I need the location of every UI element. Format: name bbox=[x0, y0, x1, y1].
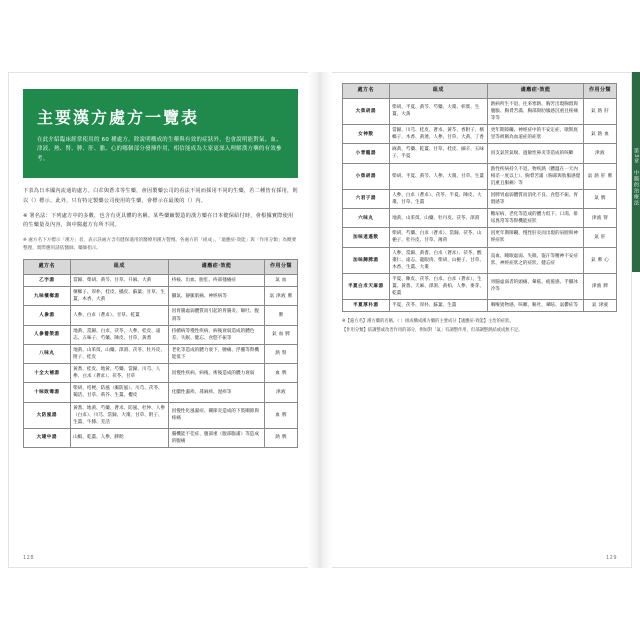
table-row bbox=[24, 275, 298, 287]
cell-classification: 血 脾 bbox=[265, 364, 298, 383]
book-gutter bbox=[308, 72, 332, 568]
cell-formula-name: 大防風湯 bbox=[24, 402, 71, 428]
cell-formula-name: 加味逍遙散 bbox=[343, 228, 390, 247]
cell-classification: 津液 bbox=[584, 144, 617, 163]
left-formula-table bbox=[23, 259, 298, 448]
cell-formula-name: 八味丸 bbox=[24, 344, 71, 363]
cell-formula-name: 九味檳榔湯 bbox=[24, 287, 71, 306]
cell-formula-name: 人參養榮湯 bbox=[24, 325, 71, 344]
cell-indication: 腳氣、靜脈肌痛、神經病等 bbox=[169, 287, 265, 306]
table-row bbox=[343, 300, 617, 312]
cell-classification: 氣 血 脾 bbox=[265, 325, 298, 344]
cell-indication: 咽喉異物感、咳嗽、嘔吐、暈眩、氣鬱症等 bbox=[488, 300, 584, 312]
table-row bbox=[343, 144, 617, 163]
table-row bbox=[24, 344, 298, 363]
cell-composition: 黃耆、地黃、芍藥、蒼朮、防風、杜仲、人參（白朮）、川芎、當歸、大棗、甘草、附子、生薑、牛膝、羌活 bbox=[70, 402, 169, 428]
cell-classification: 脾 bbox=[265, 306, 298, 325]
table-row bbox=[24, 428, 298, 447]
cell-composition: 人參、白朮（蒼朮）、甘草、乾薑 bbox=[70, 306, 169, 325]
cell-classification: 氣 津液 脾 bbox=[265, 287, 298, 306]
th-composition: 組成 bbox=[70, 260, 169, 275]
cell-composition: 山椒、乾薑、人參、膠飴 bbox=[70, 428, 169, 447]
cell-composition: 當歸、川芎、桂皮、蒼朮、黃芩、香附子、檳榔子、木香、黃連、人參、甘草、大黃、丁香 bbox=[389, 125, 488, 144]
cell-composition: 麻黃、芍藥、乾薑、甘草、桂皮、細辛、五味子、半夏 bbox=[389, 144, 488, 163]
cell-formula-name: 大柴胡湯 bbox=[343, 98, 390, 124]
cell-formula-name: 六君子湯 bbox=[343, 189, 390, 208]
cell-formula-name: 十味敗毒湯 bbox=[24, 383, 71, 402]
title-lede: 在此介紹臨床經常使用的 60 種處方。除說明構成的生藥與有效的症狀外，也會說明能對氣、血、津液、熱、腎、脾、肝、膽、心的哪個部分發揮作用，相信能成為大家更深入理解漢方藥的有效參考。 bbox=[37, 137, 282, 162]
cell-indication: 因更年期障礙、慢性肝炎而出現的肩膀與神經症狀 bbox=[488, 228, 584, 247]
cell-composition: 柴胡、半夏、黃芩、人參、大棗、甘草、生薑 bbox=[389, 163, 488, 189]
left-table-body bbox=[24, 275, 298, 448]
cell-indication: 熱病所生不退、往來寒熱、胸苦出現胸悶與腹脹、胸脅苦滿、胸部與肋脹感沉重且疼痛等等 bbox=[488, 98, 584, 124]
cell-indication: 腸機能不佳症、腹部重（腹部膨滿）等造成的腹痛 bbox=[169, 428, 265, 447]
cell-indication: 因脾胃虛弱體質而消化不良、食慾不振、胃悶感等 bbox=[488, 189, 584, 208]
cell-classification: 津液 腎 bbox=[584, 209, 617, 228]
table-header-row bbox=[343, 84, 617, 99]
table-row bbox=[24, 383, 298, 402]
cell-indication: 糖尿病、老化等造成的體力低下、口渴、排尿異常等等腎機能症狀 bbox=[488, 209, 584, 228]
table-row bbox=[343, 163, 617, 189]
page-number-right: 129 bbox=[605, 555, 617, 561]
cell-composition: 當歸、柴胡、黃芩、甘草、升麻、大黃 bbox=[70, 275, 169, 287]
cell-classification: 熱 脾 bbox=[265, 428, 298, 447]
cell-classification: 氣 脾 心 bbox=[584, 247, 617, 273]
th-indication: 適應症‧效能 bbox=[488, 84, 584, 99]
table-row bbox=[343, 125, 617, 144]
table-row bbox=[343, 247, 617, 273]
page-title: 主要漢方處方一覽表 bbox=[37, 108, 200, 127]
cell-classification: 血 脾 bbox=[265, 402, 298, 428]
cell-classification: 津液 脾 bbox=[584, 273, 617, 299]
cell-formula-name: 人參湯 bbox=[24, 306, 71, 325]
cell-indication: 持續病等慢性疾病、病後衰弱造成的體色差、失眠、健忘、食慾不振等 bbox=[169, 325, 265, 344]
th-classification: 作用分類 bbox=[584, 84, 617, 99]
cell-classification: 氣 熱 肝 脾 bbox=[584, 163, 617, 189]
table-row bbox=[24, 325, 298, 344]
right-footnotes bbox=[342, 318, 617, 334]
table-row bbox=[343, 189, 617, 208]
intro-paragraph-2: ※ 署名法：下列處方中的多數，也含有更具體的名稱。某些藥廠製造的漢方藥在日本健保給付時，會根據實際使用的生藥量及內容，與中醫處方有所不同。 bbox=[23, 213, 294, 229]
chapter-thumb-tab: 第3章 中醫的治療法 bbox=[632, 72, 640, 272]
cell-indication: 因胃腸虛弱體質而引起的胃腸炎、嘔吐、腹瀉等 bbox=[169, 306, 265, 325]
cell-composition: 地黃、山茱萸、山藥、牡丹皮、茯苓、澤瀉 bbox=[389, 209, 488, 228]
intro-paragraph-1: 下表為日本國內流通的處方。白朮與蒼朮等生藥，會因製藥公司的看法不同而採用不同的生藥，若二種皆有採用，則以（）標示。此外，只有特定製藥公司使用的生藥，會標示在最後的（）內。 bbox=[23, 188, 298, 204]
footnote-2: 【作用分類】依調整或改善作用的部分，例如對「氣」有調整作用，但部調整熱結或成無不足。 bbox=[342, 327, 523, 333]
cell-formula-name: 半夏厚朴湯 bbox=[343, 300, 390, 312]
cell-formula-name: 半夏白朮天麻湯 bbox=[343, 273, 390, 299]
cell-classification: 熱 腎 bbox=[265, 344, 298, 363]
cell-formula-name: 小青龍湯 bbox=[343, 144, 390, 163]
cell-composition: 地黃、山茱萸、山藥、澤瀉、茯苓、牡丹皮、附子、桂皮 bbox=[70, 344, 169, 363]
table-row bbox=[343, 228, 617, 247]
cell-indication: 因慢性疾病、病後、術後造成的體力衰弱 bbox=[169, 364, 265, 383]
table-row bbox=[24, 402, 298, 428]
page-number-left: 128 bbox=[23, 555, 35, 561]
cell-classification: 氣 津液 bbox=[584, 300, 617, 312]
cell-composition: 地黃、當歸、白朮、茯苓、人參、桂皮、遠志、五味子、芍藥、陳皮、甘草、黃耆 bbox=[70, 325, 169, 344]
cell-formula-name: 大建中湯 bbox=[24, 428, 71, 447]
right-table-body bbox=[343, 98, 617, 312]
cell-classification: 氣 血 bbox=[265, 275, 298, 287]
cell-classification: 津液 bbox=[265, 383, 298, 402]
cell-formula-name: 十全大補湯 bbox=[24, 364, 71, 383]
table-row bbox=[343, 98, 617, 124]
cell-indication: 化膿性濕疹、蕁麻疹、溼疹等 bbox=[169, 383, 265, 402]
th-classification: 作用分類 bbox=[265, 260, 298, 275]
cell-formula-name: 女神散 bbox=[343, 125, 390, 144]
cell-classification: 氣 熱 血 bbox=[584, 125, 617, 144]
cell-indication: 熱性疾病持久不退、物疾熱（體溫在一天內相差一度以上）、胸脅苦滿（胸部與肋脹感覺沉重且脹痛）等 bbox=[488, 163, 584, 189]
right-page bbox=[332, 72, 632, 568]
footnote-1: ※【處方名】漢方藥的名稱。（ ）組成構成漢方藥的主要成分【適應症‧效能】主治的症狀。 bbox=[342, 319, 514, 325]
cell-indication: 老化等造成的體力衰下、腰痛、浮腫等腎機能低下 bbox=[169, 344, 265, 363]
cell-indication: 更年期障礙、神經症中的不安定症、歇斯底里等被稱為血道症的症狀 bbox=[488, 125, 584, 144]
table-row bbox=[343, 273, 617, 299]
cell-formula-name: 加味歸脾湯 bbox=[343, 247, 390, 273]
cell-composition: 柴胡、半夏、黃芩、芍藥、大棗、枳實、生薑、大黃 bbox=[389, 98, 488, 124]
left-note: ※ 處方名下方標示「漢方」者，表示該處方含有健保適用的醫療用漢方製劑。各處方的「組成」、「適應症‧效能」與「作用分類」為概要整理，實際應用請依醫師、藥師指示。 bbox=[23, 237, 297, 251]
cell-indication: 因慢性化風濕症、關節炎造成的下肢關節與疼痛 bbox=[169, 402, 265, 428]
cell-indication: 痔核、出血、脫肛、痔部搔癢症 bbox=[169, 275, 265, 287]
table-row bbox=[24, 306, 298, 325]
th-composition: 組成 bbox=[389, 84, 488, 99]
th-name: 處方名 bbox=[24, 260, 71, 275]
th-indication: 適應症‧效能 bbox=[169, 260, 265, 275]
cell-composition: 檳榔子、厚朴、桂皮、橘皮、蘇葉、甘草、生薑、木香、大黃 bbox=[70, 287, 169, 306]
table-header-row bbox=[24, 260, 298, 275]
cell-classification: 氣 脾 bbox=[584, 189, 617, 208]
cell-formula-name: 小柴胡湯 bbox=[343, 163, 390, 189]
cell-classification: 氣 熱 肝 bbox=[584, 98, 617, 124]
cell-composition: 半夏、陳皮、茯苓、白朮、白朮（蒼朮）、生薑、黃耆、天麻、澤瀉、黃柏、人參、麥芽、乾薑 bbox=[389, 273, 488, 299]
section-title-band bbox=[23, 89, 298, 178]
left-page bbox=[8, 72, 308, 568]
cell-composition: 柴胡、芍藥、白朮（蒼朮）、當歸、茯苓、山梔子、牡丹皮、甘草、薄荷 bbox=[389, 228, 488, 247]
cell-formula-name: 乙字湯 bbox=[24, 275, 71, 287]
cell-composition: 半夏、茯苓、厚朴、蘇葉、生薑 bbox=[389, 300, 488, 312]
cell-composition: 柴胡、桔梗、防風（濁防風）、川芎、茯苓、獨活、甘草、荊芥、生薑、櫻皮 bbox=[70, 383, 169, 402]
cell-indication: 胃腸虛弱者的頭痛、暈眩、疲倦感、手腳冰冷等 bbox=[488, 273, 584, 299]
cell-indication: 貧血、睡眠虛弱、失眠、盜汗等精神不安症狀、神經症狀之的症狀、健忘症 bbox=[488, 247, 584, 273]
intro-block bbox=[23, 187, 298, 230]
cell-formula-name: 六味丸 bbox=[343, 209, 390, 228]
cell-indication: 因支氣管氣喘、過敏性鼻炎等造成的咳嗽 bbox=[488, 144, 584, 163]
cell-classification: 氣 肝 bbox=[584, 228, 617, 247]
cell-composition: 人參、白朮（蒼朮）、茯苓、半夏、陳皮、大棗、甘草、生薑 bbox=[389, 189, 488, 208]
cell-composition: 人參、當歸、黃耆、白朮（蒼朮）、茯苓、酸棗仁、遠志、龍眼肉、柴胡、山梔子、甘草、木香、生薑、大棗 bbox=[389, 247, 488, 273]
table-row bbox=[24, 364, 298, 383]
th-name: 處方名 bbox=[343, 84, 390, 99]
table-row bbox=[24, 287, 298, 306]
table-row bbox=[343, 209, 617, 228]
right-formula-table bbox=[342, 83, 617, 312]
cell-composition: 黃耆、桂皮、地黃、芍藥、當歸、川芎、人參、白朮（蒼朮）、茯苓、甘草 bbox=[70, 364, 169, 383]
